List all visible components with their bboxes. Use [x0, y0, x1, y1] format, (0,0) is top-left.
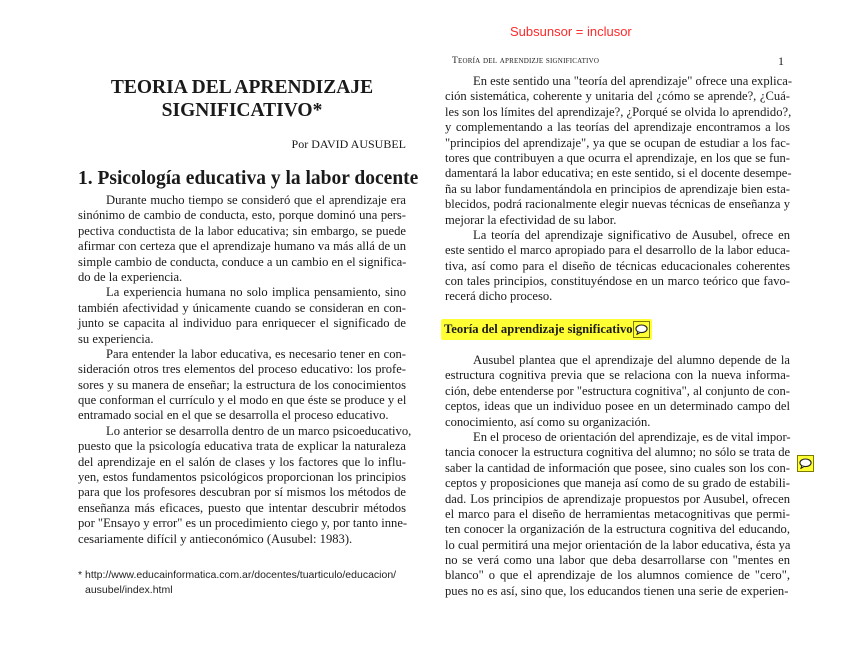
- footnote-line: ausubel/index.html: [85, 584, 173, 596]
- title-line: TEORIA DEL APRENDIZAJE: [110, 77, 374, 98]
- paragraph-line: con tales principios, constituyéndose en un marco teórico que favo-: [445, 274, 790, 289]
- paragraph-line: En el proceso de orientación del aprendizaje, es de vital impor-: [473, 429, 791, 444]
- section-heading: 1. Psicología educativa y la labor docente: [78, 168, 419, 189]
- paragraph-line: el marco para el diseño de herramientas metacognitivas que permi-: [445, 506, 790, 521]
- paragraph-line: En este sentido una "teoría del aprendizaje" ofrece una explica-: [473, 74, 793, 88]
- paragraph-line: Lo anterior se desarrolla dentro de un marco psicoeducativo,: [106, 423, 412, 438]
- footnote-line: * http://www.educainformatica.com.ar/docentes/tuarticulo/educacion/: [78, 569, 397, 581]
- paragraph-line: blanco" o que el aprendizaje de los alumnos comience de "cero",: [445, 568, 790, 583]
- paragraph-line: no se verá como una labor que deba desarrollarse con "mentes en: [445, 553, 790, 568]
- annotation-text: Subsunsor = inclusor: [510, 24, 632, 39]
- left-column-body: [78, 193, 412, 547]
- right-column-body-bottom: [445, 353, 790, 599]
- paragraph-line: ceptos, ideas que un individuo posee en un determinado campo del: [445, 399, 790, 414]
- paragraph-line: simple cambio de conducta, conduce a un cambio en el significa-: [78, 254, 407, 269]
- paragraph-line: saber la cantidad de información que posee, sino cuales son los con-: [445, 460, 790, 475]
- paragraph-line: ña su labor fundamentándola en principios de aprendizaje bien esta-: [445, 181, 790, 196]
- paragraph-line: cesariamente difícil y antieconómico (Ausubel: 1983).: [78, 531, 353, 546]
- page-number: 1: [778, 54, 784, 68]
- right-column-body-top: [445, 74, 793, 305]
- paragraph-line: sideración otros tres elementos del proceso educativo: los profe-: [78, 362, 406, 377]
- paragraph-line: tiva, así como para el diseño de técnicas educacionales coherentes: [445, 258, 790, 273]
- paragraph-line: que conforman el currículo y el modo en que éste se produce y el: [78, 393, 407, 408]
- paragraph-line: por "Ensayo y error" es un procedimiento ciego y, por tanto inne-: [78, 516, 408, 531]
- paragraph-line: este sentido el marco apropiado para el desarrollo de la labor educa-: [445, 243, 790, 258]
- paragraph-line: ten conocer la organización de la estructura cognitiva del educando,: [445, 522, 790, 537]
- paragraph-line: puesto que la psicología educativa trata de explicar la naturaleza: [78, 439, 406, 454]
- paragraph-line: La teoría del aprendizaje significativo de Ausubel, ofrece en: [473, 227, 790, 242]
- paragraph-line: damentará la labor educativa; en este sentido, si el docente desempe-: [445, 166, 792, 181]
- paragraph-line: Durante mucho tiempo se consideró que el aprendizaje era: [106, 193, 406, 207]
- paragraph-line: enseñanza más eficaces, puesto que intentar descubrir métodos: [78, 500, 406, 515]
- paragraph-line: también afectividad y únicamente cuando se consideran en con-: [78, 300, 406, 315]
- paragraph-line: junto se capacita al individuo para enriquecer el significado de: [78, 316, 406, 331]
- paragraph-line: yen, estos fundamentos psicológicos proporcionan los principios: [78, 470, 406, 485]
- byline: Por DAVID AUSUBEL: [291, 137, 406, 151]
- paragraph-line: ción sistemática, coherente y unitaria del ¿cómo se aprende?, ¿Cuá-: [445, 89, 790, 104]
- running-head: Teoría del aprendizje significativo: [452, 56, 600, 66]
- paragraph-line: sores y su manera de enseñar; la estructura de los conocimientos: [78, 377, 406, 392]
- paragraph-line: lo cual permitirá una mejor orientación de la labor educativa, ésta ya: [445, 537, 791, 552]
- paragraph-line: La experiencia humana no solo implica pensamiento, sino: [106, 285, 406, 300]
- paragraph-line: Ausubel plantea que el aprendizaje del alumno depende de la: [473, 353, 790, 367]
- paragraph-line: sinónimo de cambio de conducta, esto, porque dominó una pers-: [78, 208, 406, 223]
- paragraph-line: mejorar la efectividad de su labor.: [445, 212, 617, 227]
- comment-icon[interactable]: [633, 321, 650, 338]
- paragraph-line: "principios del aprendizaje", ya que se ocupan de estudiar a los fac-: [445, 135, 790, 150]
- paragraph-line: ceptos y proposiciones que maneja así como de su grado de estabili-: [445, 476, 790, 491]
- highlighted-heading-text: Teoría del aprendizaje significativo: [444, 322, 633, 336]
- paragraph-line: les son los límites del aprendizaje?, ¿Porqué se olvida lo aprendido?,: [445, 104, 792, 119]
- paragraph-line: conocimiento, así como su organización.: [445, 414, 651, 429]
- title-line: SIGNIFICATIVO*: [161, 100, 323, 121]
- paragraph-line: para que los profesores descubran por sí mismos los métodos de: [78, 485, 406, 500]
- paragraph-line: Para entender la labor educativa, es necesario tener en con-: [106, 346, 406, 361]
- paragraph-line: ción, debe entenderse por "estructura cognitiva", al conjunto de con-: [445, 383, 790, 398]
- paragraph-line: y complementando a las teorías del aprendizaje encontramos a los: [445, 120, 790, 135]
- paragraph-line: blecidos, podrá racionalmente elegir nuevas técnicas de enseñanza y: [445, 197, 790, 212]
- footnote: [78, 568, 396, 598]
- comment-icon[interactable]: [797, 455, 814, 472]
- paragraph-line: del aprendizaje en el salón de clases y los factores que lo influ-: [78, 454, 406, 469]
- paragraph-line: pectiva conductista de la labor educativa; sin embargo, se puede: [78, 223, 406, 238]
- document-title: [78, 76, 406, 122]
- paragraph-line: afirmar con certeza que el aprendizaje humano va más allá de un: [78, 239, 406, 254]
- paragraph-line: su experiencia.: [78, 331, 154, 346]
- paragraph-line: tores que contribuyen a que ocurra el aprendizaje, en los que se fun-: [445, 150, 790, 165]
- paragraph-line: estructura cognitiva previa que se relaciona con la nueva informa-: [445, 368, 790, 383]
- highlighted-heading[interactable]: [441, 319, 652, 340]
- paragraph-line: recerá dicho proceso.: [445, 289, 553, 304]
- paragraph-line: pues no es así, sino que, los educandos tienen una serie de experien-: [445, 583, 789, 598]
- paragraph-line: entramado social en el que se desarrolla el proceso educativo.: [78, 408, 389, 423]
- paragraph-line: dad. Los principios de aprendizaje propuestos por Ausubel, ofrecen: [445, 491, 790, 506]
- paragraph-line: tancia conocer la estructura cognitiva del alumno; no sólo se trata de: [445, 445, 791, 460]
- paragraph-line: do de la experiencia.: [78, 269, 183, 284]
